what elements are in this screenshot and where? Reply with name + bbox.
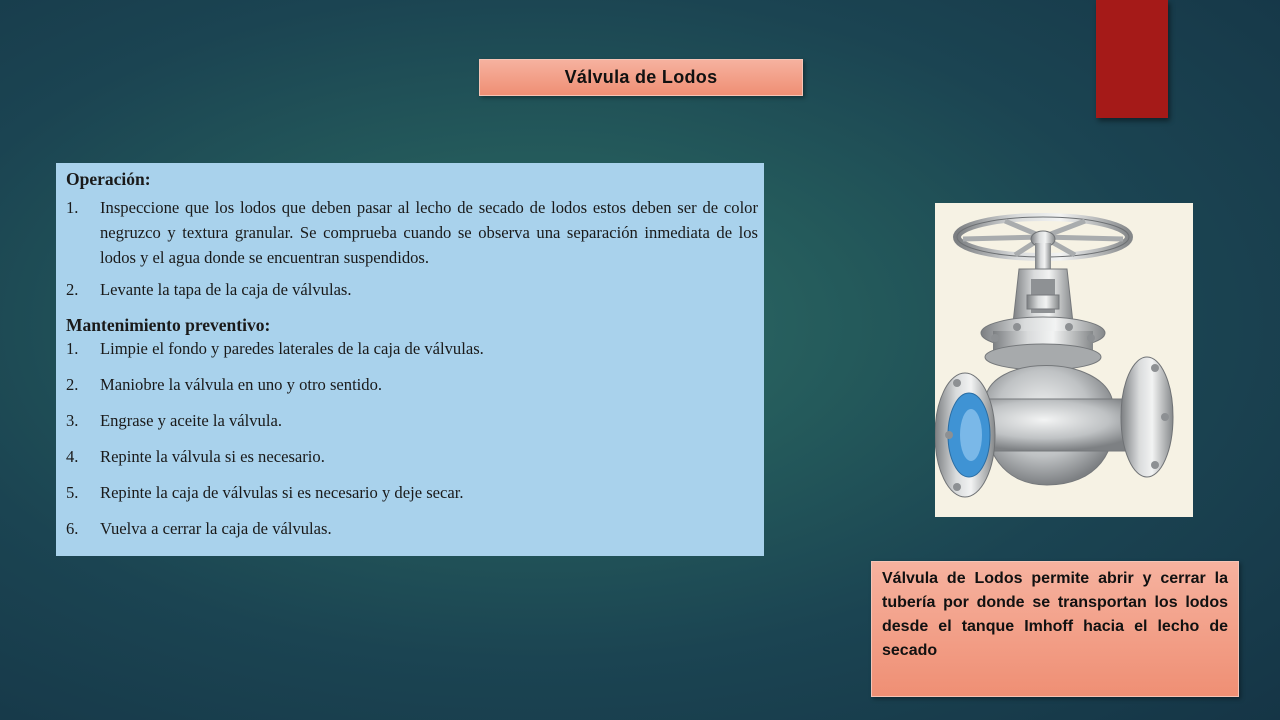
maintenance-heading: Mantenimiento preventivo: xyxy=(66,315,271,335)
valve-image xyxy=(935,203,1193,517)
item-number: 1. xyxy=(66,198,79,217)
accent-bar xyxy=(1096,0,1168,118)
list-item xyxy=(66,480,758,505)
item-number: 2. xyxy=(66,280,79,299)
item-number: 3. xyxy=(66,411,79,430)
list-item xyxy=(66,516,758,541)
gate-valve-icon xyxy=(935,203,1193,517)
item-text: Inspeccione que los lodos que deben pasar al lecho de secado de lodos estos deben ser de color negruzco y textura granular. Se comprueba cuando se observa una separación inmediata de los lodos y el agua donde se encuentran suspendidos. xyxy=(100,198,758,267)
item-text: Engrase y aceite la válvula. xyxy=(100,411,282,430)
item-number: 6. xyxy=(66,519,79,538)
list-item xyxy=(66,372,758,397)
item-text: Maniobre la válvula en uno y otro sentido. xyxy=(100,375,383,394)
item-text: Levante la tapa de la caja de válvulas. xyxy=(100,280,352,299)
item-number: 4. xyxy=(66,447,79,466)
item-number: 1. xyxy=(66,339,79,358)
item-number: 2. xyxy=(66,375,79,394)
list-item xyxy=(66,195,758,270)
item-text: Limpie el fondo y paredes laterales de la caja de válvulas. xyxy=(100,339,484,358)
caption-box: Válvula de Lodos permite abrir y cerrar la tubería por donde se transportan los lodos desde el tanque Imhoff hacia el lecho de secado xyxy=(871,561,1239,697)
procedure-panel xyxy=(56,163,764,556)
item-number: 5. xyxy=(66,483,79,502)
item-text: Vuelva a cerrar la caja de válvulas. xyxy=(100,519,332,538)
list-item xyxy=(66,444,758,469)
item-text: Repinte la caja de válvulas si es necesario y deje secar. xyxy=(100,483,464,502)
maintenance-list xyxy=(66,336,758,541)
list-item xyxy=(66,277,758,302)
operation-heading: Operación: xyxy=(66,169,151,189)
slide-title: Válvula de Lodos xyxy=(479,59,803,96)
list-item xyxy=(66,408,758,433)
operation-list xyxy=(66,195,758,302)
list-item xyxy=(66,336,758,361)
item-text: Repinte la válvula si es necesario. xyxy=(100,447,325,466)
